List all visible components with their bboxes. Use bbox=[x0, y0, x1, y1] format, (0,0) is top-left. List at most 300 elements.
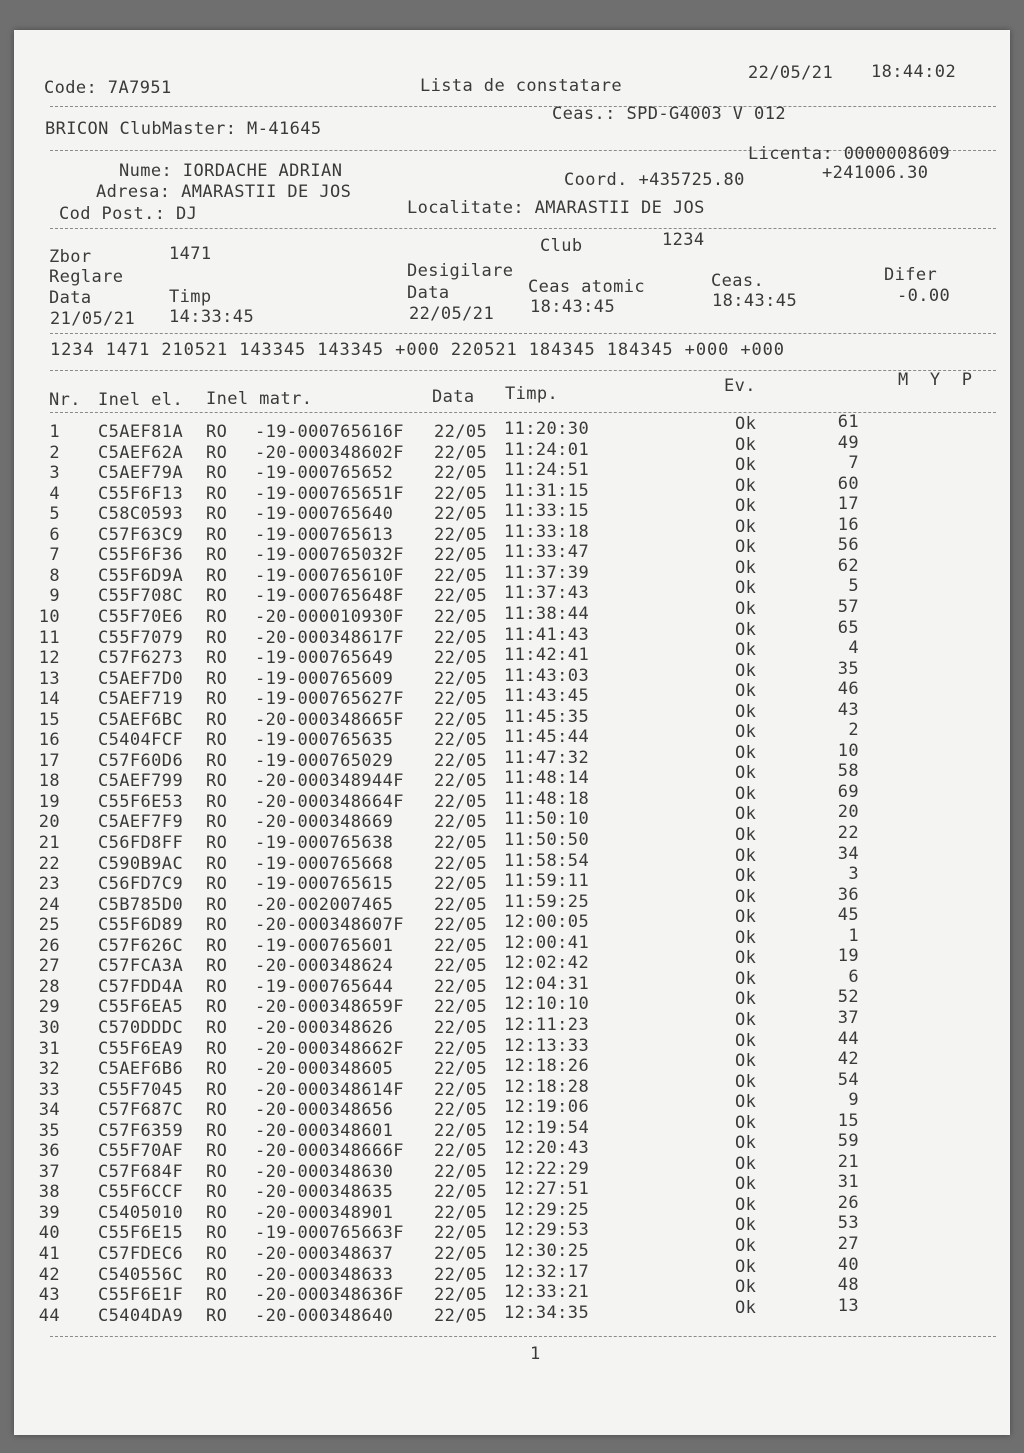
arrival-time: 11:33:15 bbox=[504, 501, 590, 522]
event-status: Ok bbox=[735, 516, 757, 537]
arrival-date: 22/05 bbox=[434, 648, 488, 669]
event-status: Ok bbox=[735, 640, 757, 661]
arrival-date: 22/05 bbox=[434, 750, 488, 771]
pigeon-number: 7 bbox=[848, 453, 859, 474]
ring-number: -20-000348601 bbox=[255, 1120, 394, 1141]
event-status: Ok bbox=[735, 1092, 757, 1113]
row-number: 35 bbox=[38, 1120, 60, 1141]
ring-number: -20-000348901 bbox=[255, 1202, 394, 1223]
arrival-date: 22/05 bbox=[434, 976, 488, 997]
event-status: Ok bbox=[735, 804, 757, 825]
event-status: Ok bbox=[735, 578, 757, 599]
arrival-date: 22/05 bbox=[434, 853, 488, 874]
arrival-time: 11:50:10 bbox=[504, 809, 590, 830]
electronic-ring: C5404DA9 bbox=[98, 1305, 184, 1326]
pigeon-number: 46 bbox=[837, 679, 859, 700]
row-number: 33 bbox=[38, 1079, 60, 1100]
country-code: RO bbox=[206, 1059, 228, 1080]
arrival-time: 11:33:18 bbox=[504, 521, 590, 542]
pigeon-number: 59 bbox=[837, 1131, 859, 1152]
arrival-time: 12:00:05 bbox=[504, 912, 590, 933]
row-number: 16 bbox=[38, 730, 60, 751]
setting-label: Reglare bbox=[49, 267, 124, 287]
printed-sheet bbox=[14, 30, 1010, 1435]
ring-number: -19-000765616F bbox=[255, 422, 404, 442]
arrival-time: 11:48:18 bbox=[504, 788, 590, 809]
event-status: Ok bbox=[735, 1236, 757, 1256]
country-code: RO bbox=[206, 1161, 228, 1182]
arrival-time: 12:29:25 bbox=[504, 1199, 590, 1220]
electronic-ring: C57F687C bbox=[98, 1100, 184, 1121]
owner-postal-code: Cod Post.: DJ bbox=[59, 204, 198, 224]
arrival-date: 22/05 bbox=[434, 812, 488, 833]
owner-address: Adresa: AMARASTII DE JOS bbox=[96, 182, 352, 202]
electronic-ring: C5AEF7F9 bbox=[98, 812, 184, 833]
country-code: RO bbox=[206, 750, 228, 771]
arrival-time: 12:33:21 bbox=[504, 1282, 590, 1303]
ring-number: -19-000765649 bbox=[255, 648, 394, 669]
arrival-time: 12:20:43 bbox=[504, 1138, 590, 1159]
row-number: 31 bbox=[38, 1038, 60, 1059]
arrival-date: 22/05 bbox=[434, 627, 488, 648]
flight-number: 1471 bbox=[169, 244, 212, 264]
col-header-myp: M Y P bbox=[898, 370, 973, 390]
arrival-time: 12:22:29 bbox=[504, 1158, 590, 1179]
country-code: RO bbox=[206, 1285, 228, 1306]
pigeon-number: 42 bbox=[837, 1049, 859, 1070]
electronic-ring: C56FD7C9 bbox=[98, 874, 184, 895]
country-code: RO bbox=[206, 689, 228, 710]
pigeon-number: 3 bbox=[848, 864, 859, 885]
arrival-time: 12:19:06 bbox=[504, 1097, 590, 1118]
unsealing-label: Desigilare bbox=[407, 261, 514, 281]
row-number: 27 bbox=[38, 956, 60, 977]
arrival-date: 22/05 bbox=[434, 791, 488, 812]
event-status: Ok bbox=[735, 825, 757, 845]
electronic-ring: C56FD8FF bbox=[98, 833, 184, 853]
row-number: 2 bbox=[49, 442, 60, 463]
arrival-date: 22/05 bbox=[434, 730, 488, 751]
arrival-time: 12:10:10 bbox=[504, 994, 590, 1015]
electronic-ring: C5404FCF bbox=[98, 730, 184, 751]
event-status: Ok bbox=[735, 475, 757, 496]
setting-date-label: Data bbox=[49, 288, 92, 308]
table-row bbox=[14, 823, 914, 853]
electronic-ring: C57F6273 bbox=[98, 648, 184, 669]
difference-value: -0.00 bbox=[897, 286, 951, 306]
country-code: RO bbox=[206, 997, 228, 1018]
country-code: RO bbox=[206, 771, 228, 792]
electronic-ring: C57F6359 bbox=[98, 1120, 184, 1141]
country-code: RO bbox=[206, 606, 228, 627]
arrival-date: 22/05 bbox=[434, 1161, 488, 1182]
country-code: RO bbox=[206, 730, 228, 751]
setting-date-value: 21/05/21 bbox=[50, 309, 136, 329]
arrival-time: 12:19:54 bbox=[504, 1117, 590, 1138]
event-status: Ok bbox=[735, 496, 757, 517]
arrival-date: 22/05 bbox=[434, 1100, 488, 1121]
arrival-date: 22/05 bbox=[434, 422, 488, 442]
event-status: Ok bbox=[735, 886, 757, 907]
arrival-date: 22/05 bbox=[434, 1202, 488, 1223]
event-status: Ok bbox=[735, 1297, 757, 1318]
pigeon-number: 65 bbox=[837, 617, 859, 638]
event-status: Ok bbox=[735, 557, 757, 578]
pigeon-number: 16 bbox=[837, 514, 859, 535]
club-label: Club bbox=[540, 236, 583, 256]
ring-number: -20-000348614F bbox=[255, 1079, 404, 1100]
arrival-date: 22/05 bbox=[434, 1223, 488, 1244]
electronic-ring: C5AEF81A bbox=[98, 422, 184, 442]
divider bbox=[50, 106, 996, 107]
arrival-date: 22/05 bbox=[434, 935, 488, 956]
row-number: 20 bbox=[38, 812, 60, 833]
arrival-time: 11:50:50 bbox=[504, 830, 590, 850]
row-number: 38 bbox=[38, 1182, 60, 1203]
electronic-ring: C540556C bbox=[98, 1264, 184, 1285]
print-time: 18:44:02 bbox=[871, 62, 957, 82]
table-row bbox=[14, 679, 914, 710]
electronic-ring: C5AEF799 bbox=[98, 771, 184, 792]
country-code: RO bbox=[206, 524, 228, 545]
ring-number: -20-000348626 bbox=[255, 1017, 394, 1038]
row-number: 15 bbox=[38, 709, 60, 730]
arrival-time: 11:42:41 bbox=[504, 645, 590, 666]
row-number: 21 bbox=[38, 833, 60, 853]
arrival-time: 11:43:45 bbox=[504, 686, 590, 707]
arrival-time: 11:33:47 bbox=[504, 542, 590, 563]
table-row bbox=[14, 412, 914, 442]
electronic-ring: C57FDD4A bbox=[98, 976, 184, 997]
pigeon-number: 58 bbox=[837, 761, 859, 782]
ring-number: -20-000348656 bbox=[255, 1100, 394, 1121]
pigeon-number: 15 bbox=[837, 1110, 859, 1131]
arrival-date: 22/05 bbox=[434, 463, 488, 484]
arrival-date: 22/05 bbox=[434, 504, 488, 525]
pigeon-number: 6 bbox=[848, 966, 859, 987]
pigeon-number: 13 bbox=[837, 1295, 859, 1316]
arrival-time: 11:38:44 bbox=[504, 603, 590, 624]
row-number: 13 bbox=[38, 668, 60, 689]
country-code: RO bbox=[206, 976, 228, 997]
electronic-ring: C5AEF62A bbox=[98, 442, 184, 463]
row-number: 29 bbox=[38, 997, 60, 1018]
row-number: 25 bbox=[38, 915, 60, 936]
arrival-time: 11:20:30 bbox=[504, 419, 590, 439]
event-status: Ok bbox=[735, 763, 757, 784]
arrival-date: 22/05 bbox=[434, 1264, 488, 1285]
row-number: 24 bbox=[38, 894, 60, 915]
electronic-ring: C55F6D89 bbox=[98, 915, 184, 936]
clock-model-text: Ceas.: SPD-G4003 V 012 bbox=[552, 104, 786, 124]
ring-number: -19-000765635 bbox=[255, 730, 394, 751]
ring-number: -20-000348944F bbox=[255, 771, 404, 792]
row-number: 26 bbox=[38, 935, 60, 956]
pigeon-number: 4 bbox=[848, 638, 859, 659]
row-number: 9 bbox=[49, 586, 60, 607]
ring-number: -20-002007465 bbox=[255, 894, 394, 915]
arrival-date: 22/05 bbox=[434, 833, 488, 853]
electronic-ring: C5AEF79A bbox=[98, 463, 184, 484]
electronic-ring: C5AEF6BC bbox=[98, 709, 184, 730]
table-row bbox=[14, 905, 914, 936]
country-code: RO bbox=[206, 1264, 228, 1285]
arrival-date: 22/05 bbox=[434, 1120, 488, 1141]
arrival-date: 22/05 bbox=[434, 1079, 488, 1100]
country-code: RO bbox=[206, 483, 228, 504]
ring-number: -19-000765638 bbox=[255, 833, 394, 853]
row-number: 19 bbox=[38, 791, 60, 812]
electronic-ring: C5405010 bbox=[98, 1202, 184, 1223]
country-code: RO bbox=[206, 668, 228, 689]
event-status: Ok bbox=[735, 1215, 757, 1236]
country-code: RO bbox=[206, 627, 228, 648]
pigeon-number: 44 bbox=[837, 1028, 859, 1049]
document-title: Lista de constatare bbox=[420, 76, 623, 96]
event-status: Ok bbox=[735, 783, 757, 804]
electronic-ring: C55F7079 bbox=[98, 627, 184, 648]
pigeon-number: 57 bbox=[837, 596, 859, 617]
arrival-time: 12:29:53 bbox=[504, 1220, 590, 1241]
event-status: Ok bbox=[735, 907, 757, 928]
pigeon-number: 62 bbox=[837, 555, 859, 576]
event-status: Ok bbox=[735, 1030, 757, 1051]
clock-label: Ceas. bbox=[711, 271, 765, 291]
row-number: 18 bbox=[38, 771, 60, 792]
coordinates-second: +241006.30 bbox=[822, 163, 929, 183]
country-code: RO bbox=[206, 1244, 228, 1264]
row-number: 5 bbox=[49, 504, 60, 525]
country-code: RO bbox=[206, 1017, 228, 1038]
ring-number: -20-000348617F bbox=[255, 627, 404, 648]
row-number: 30 bbox=[38, 1017, 60, 1038]
col-header-date: Data bbox=[432, 387, 475, 407]
arrival-time: 11:37:39 bbox=[504, 562, 590, 583]
country-code: RO bbox=[206, 422, 228, 442]
pigeon-number: 37 bbox=[837, 1007, 859, 1028]
arrival-date: 22/05 bbox=[434, 565, 488, 586]
license-text: Licenta: 0000008609 bbox=[748, 144, 951, 164]
event-status: Ok bbox=[735, 434, 757, 455]
event-status: Ok bbox=[735, 414, 757, 434]
country-code: RO bbox=[206, 442, 228, 463]
country-code: RO bbox=[206, 1141, 228, 1162]
coordinates-text: Coord. +435725.80 bbox=[564, 170, 745, 190]
arrival-time: 12:32:17 bbox=[504, 1261, 590, 1282]
ring-number: -20-000348640 bbox=[255, 1305, 394, 1326]
col-header-nr: Nr. bbox=[49, 390, 81, 410]
country-code: RO bbox=[206, 565, 228, 586]
ring-number: -20-000010930F bbox=[255, 606, 404, 627]
arrival-date: 22/05 bbox=[434, 1182, 488, 1203]
row-number: 28 bbox=[38, 976, 60, 997]
ring-number: -20-000348636F bbox=[255, 1285, 404, 1306]
arrival-date: 22/05 bbox=[434, 524, 488, 545]
print-date: 22/05/21 bbox=[748, 63, 834, 83]
arrival-date: 22/05 bbox=[434, 442, 488, 463]
pigeon-number: 19 bbox=[837, 946, 859, 967]
event-status: Ok bbox=[735, 681, 757, 702]
electronic-ring: C5B785D0 bbox=[98, 894, 184, 915]
event-status: Ok bbox=[735, 742, 757, 763]
locality-text: Localitate: AMARASTII DE JOS bbox=[407, 198, 705, 218]
event-status: Ok bbox=[735, 1112, 757, 1133]
arrival-date: 22/05 bbox=[434, 1244, 488, 1264]
table-row bbox=[14, 1028, 914, 1059]
col-header-time: Timp. bbox=[505, 384, 559, 404]
event-status: Ok bbox=[735, 722, 757, 743]
country-code: RO bbox=[206, 1079, 228, 1100]
electronic-ring: C55F6E1F bbox=[98, 1285, 184, 1306]
ring-number: -19-000765652 bbox=[255, 463, 394, 484]
row-number: 17 bbox=[38, 750, 60, 771]
row-number: 40 bbox=[38, 1223, 60, 1244]
pigeon-number: 36 bbox=[837, 884, 859, 905]
col-header-ring-matr: Inel matr. bbox=[206, 389, 313, 409]
event-status: Ok bbox=[735, 660, 757, 681]
electronic-ring: C58C0593 bbox=[98, 504, 184, 525]
event-status: Ok bbox=[735, 1153, 757, 1174]
arrival-time: 12:30:25 bbox=[504, 1241, 590, 1261]
country-code: RO bbox=[206, 915, 228, 936]
event-status: Ok bbox=[735, 701, 757, 722]
ring-number: -19-000765601 bbox=[255, 935, 394, 956]
arrival-time: 11:41:43 bbox=[504, 624, 590, 645]
table-row bbox=[14, 617, 914, 648]
electronic-ring: C57F60D6 bbox=[98, 750, 184, 771]
country-code: RO bbox=[206, 648, 228, 669]
event-status: Ok bbox=[735, 598, 757, 619]
row-number: 32 bbox=[38, 1059, 60, 1080]
divider bbox=[50, 1336, 996, 1337]
row-number: 4 bbox=[49, 483, 60, 504]
arrival-time: 12:18:26 bbox=[504, 1056, 590, 1077]
row-number: 12 bbox=[38, 648, 60, 669]
electronic-ring: C55F6CCF bbox=[98, 1182, 184, 1203]
row-number: 1 bbox=[49, 422, 60, 442]
arrival-time: 11:58:54 bbox=[504, 850, 590, 871]
row-number: 3 bbox=[49, 463, 60, 484]
electronic-ring: C55F6F36 bbox=[98, 545, 184, 566]
row-number: 23 bbox=[38, 874, 60, 895]
pigeon-number: 10 bbox=[837, 740, 859, 761]
electronic-ring: C55F6D9A bbox=[98, 565, 184, 586]
event-status: Ok bbox=[735, 1051, 757, 1072]
arrival-time: 11:31:15 bbox=[504, 480, 590, 501]
arrival-time: 11:45:44 bbox=[504, 727, 590, 748]
country-code: RO bbox=[206, 504, 228, 525]
row-number: 37 bbox=[38, 1161, 60, 1182]
arrival-time: 12:34:35 bbox=[504, 1302, 590, 1323]
arrival-date: 22/05 bbox=[434, 956, 488, 977]
table-row bbox=[14, 1234, 914, 1264]
pigeon-number: 1 bbox=[848, 925, 859, 946]
col-header-event: Ev. bbox=[724, 376, 756, 396]
pigeon-number: 26 bbox=[837, 1192, 859, 1213]
ring-number: -19-000765627F bbox=[255, 689, 404, 710]
ring-number: -20-000348665F bbox=[255, 709, 404, 730]
row-number: 7 bbox=[49, 545, 60, 566]
event-status: Ok bbox=[735, 948, 757, 969]
arrival-date: 22/05 bbox=[434, 1059, 488, 1080]
ring-number: -20-000348605 bbox=[255, 1059, 394, 1080]
unsealing-date-label: Data bbox=[407, 283, 450, 303]
ring-number: -20-000348607F bbox=[255, 915, 404, 936]
ring-number: -20-000348602F bbox=[255, 442, 404, 463]
ring-number: -20-000348633 bbox=[255, 1264, 394, 1285]
pigeon-number: 2 bbox=[848, 720, 859, 741]
country-code: RO bbox=[206, 1120, 228, 1141]
electronic-ring: C5AEF6B6 bbox=[98, 1059, 184, 1080]
event-status: Ok bbox=[735, 989, 757, 1010]
pigeon-number: 60 bbox=[837, 473, 859, 494]
event-status: Ok bbox=[735, 1071, 757, 1092]
club-master-text: BRICON ClubMaster: M-41645 bbox=[45, 119, 322, 139]
ring-number: -20-000348669 bbox=[255, 812, 394, 833]
country-code: RO bbox=[206, 1223, 228, 1244]
electronic-ring: C57FDEC6 bbox=[98, 1244, 184, 1264]
arrival-date: 22/05 bbox=[434, 668, 488, 689]
arrival-time: 11:59:11 bbox=[504, 871, 590, 892]
electronic-ring: C55F70E6 bbox=[98, 606, 184, 627]
arrival-time: 11:47:32 bbox=[504, 747, 590, 768]
electronic-ring: C55F6F13 bbox=[98, 483, 184, 504]
arrival-date: 22/05 bbox=[434, 1038, 488, 1059]
event-status: Ok bbox=[735, 1194, 757, 1215]
owner-name: Nume: IORDACHE ADRIAN bbox=[119, 161, 343, 181]
row-number: 36 bbox=[38, 1141, 60, 1162]
arrival-time: 11:45:35 bbox=[504, 706, 590, 727]
arrival-time: 11:59:25 bbox=[504, 891, 590, 912]
country-code: RO bbox=[206, 1038, 228, 1059]
arrival-time: 12:04:31 bbox=[504, 973, 590, 994]
arrival-date: 22/05 bbox=[434, 997, 488, 1018]
country-code: RO bbox=[206, 833, 228, 853]
arrival-date: 22/05 bbox=[434, 771, 488, 792]
arrival-date: 22/05 bbox=[434, 545, 488, 566]
event-status: Ok bbox=[735, 1133, 757, 1154]
arrival-time: 12:11:23 bbox=[504, 1014, 590, 1035]
electronic-ring: C55F708C bbox=[98, 586, 184, 607]
row-number: 42 bbox=[38, 1264, 60, 1285]
electronic-ring: C5AEF7D0 bbox=[98, 668, 184, 689]
country-code: RO bbox=[206, 1100, 228, 1121]
ring-number: -19-000765640 bbox=[255, 504, 394, 525]
arrival-time: 12:18:28 bbox=[504, 1076, 590, 1097]
ring-number: -19-000765032F bbox=[255, 545, 404, 566]
clock-value: 18:43:45 bbox=[712, 291, 798, 311]
arrival-time: 12:13:33 bbox=[504, 1035, 590, 1056]
event-status: Ok bbox=[735, 455, 757, 476]
event-status: Ok bbox=[735, 845, 757, 866]
electronic-ring: C57FCA3A bbox=[98, 956, 184, 977]
arrival-date: 22/05 bbox=[434, 606, 488, 627]
row-number: 6 bbox=[49, 524, 60, 545]
country-code: RO bbox=[206, 463, 228, 484]
ring-number: -19-000765651F bbox=[255, 483, 404, 504]
pigeon-number: 20 bbox=[837, 802, 859, 823]
ring-number: -20-000348635 bbox=[255, 1182, 394, 1203]
pigeon-number: 35 bbox=[837, 658, 859, 679]
ring-number: -19-000765029 bbox=[255, 750, 394, 771]
row-number: 39 bbox=[38, 1202, 60, 1223]
page-number: 1 bbox=[530, 1344, 541, 1364]
electronic-ring: C57F63C9 bbox=[98, 524, 184, 545]
unsealing-date-value: 22/05/21 bbox=[409, 304, 495, 324]
event-status: Ok bbox=[735, 866, 757, 887]
row-number: 14 bbox=[38, 689, 60, 710]
pigeon-number: 54 bbox=[837, 1069, 859, 1090]
